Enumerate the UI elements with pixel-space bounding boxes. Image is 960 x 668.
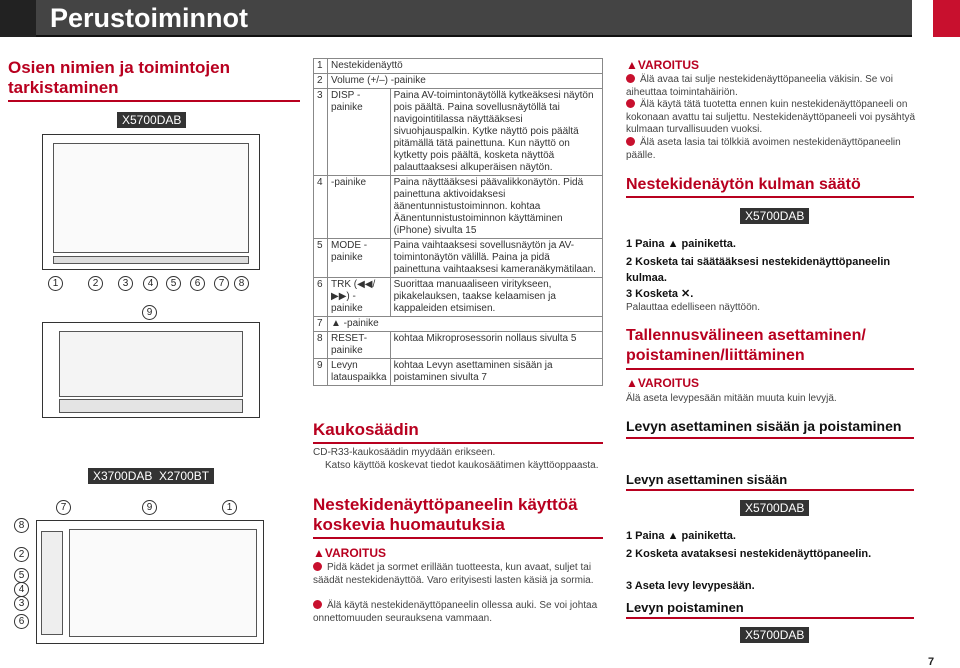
callout: 5 xyxy=(166,276,181,291)
angle-step-3: 3 Kosketa ✕. xyxy=(626,288,694,300)
parts-num: 9 xyxy=(314,359,328,386)
parts-num: 6 xyxy=(314,278,328,317)
remote-text-1: CD-R33-kaukosäädin myydään erikseen. xyxy=(313,447,496,458)
parts-row xyxy=(314,74,603,89)
parts-row xyxy=(314,278,603,317)
callouts-top-row xyxy=(48,276,254,289)
right-warn-item-1: Älä avaa tai sulje nestekidenäyttöpaneelia väkisin. Se voi aiheuttaa toimintahäiriön. xyxy=(626,74,893,98)
parts-name: Nestekidenäyttö xyxy=(328,59,603,74)
page-number: 7 xyxy=(928,656,935,668)
callout: 1 xyxy=(222,500,237,515)
model-badge-x3700: X3700DAB xyxy=(88,468,157,484)
disc-model-badge: X5700DAB xyxy=(740,500,809,516)
callout: 1 xyxy=(48,276,63,291)
lcd-notes-item-2: Älä käytä nestekidenäyttöpaneelin ollessa auki. Se voi johtaa onnettomuuden seurauksena vammaan. xyxy=(313,600,598,624)
right-warning: ▲VAROITUS xyxy=(626,58,700,72)
parts-desc: kohtaa Mikroprosessorin nollaus sivulta 5 xyxy=(390,332,602,359)
parts-desc: Suorittaa manuaaliseen viritykseen, pikakelauksen, taakse kelaamisen ja kappaleiden etsimisen. xyxy=(390,278,602,317)
page-title: Perustoiminnot xyxy=(50,3,249,33)
angle-model-badge: X5700DAB xyxy=(740,208,809,224)
media-text: Älä aseta levypesään mitään muuta kuin levyjä. xyxy=(626,393,837,404)
parts-row xyxy=(314,239,603,278)
bullet-icon xyxy=(626,137,635,146)
lcd-screen-small xyxy=(69,529,257,637)
side-buttons xyxy=(41,531,63,635)
bullet-icon xyxy=(313,600,322,609)
callout-9: 9 xyxy=(142,305,157,320)
remote-title: Kaukosäädin xyxy=(313,420,603,444)
callout: 2 xyxy=(14,547,29,562)
parts-row xyxy=(314,332,603,359)
bullet-icon xyxy=(626,74,635,83)
parts-name: Levyn latauspaikka xyxy=(328,359,391,386)
parts-name: -painike xyxy=(328,176,391,239)
parts-name: RESET-painike xyxy=(328,332,391,359)
parts-row xyxy=(314,176,603,239)
parts-num: 1 xyxy=(314,59,328,74)
disc-eject-title: Levyn poistaminen xyxy=(626,600,914,619)
callout: 4 xyxy=(14,582,29,597)
disc-insert-title: Levyn asettaminen sisään xyxy=(626,472,914,491)
remote-text-2: Katso käyttöä koskevat tiedot kaukosäätimen käyttöoppaasta. xyxy=(325,460,599,471)
bullet-icon xyxy=(626,99,635,108)
parts-row xyxy=(314,89,603,176)
angle-title: Nestekidenäytön kulman säätö xyxy=(626,176,914,198)
lcd-notes-item-1: Pidä kädet ja sormet erillään tuotteesta, kun avaat, suljet tai säädät nestekidenäyttöä. Varo erityisesti lasten käsiä ja sormia. xyxy=(313,562,594,586)
lcd-screen xyxy=(53,143,249,253)
disc-step-1: 1 Paina ▲ painiketta. xyxy=(626,530,736,542)
callout: 4 xyxy=(143,276,158,291)
model-badge-x2700: X2700BT xyxy=(154,468,214,484)
parts-name: MODE -painike xyxy=(328,239,391,278)
callout: 3 xyxy=(118,276,133,291)
parts-row xyxy=(314,59,603,74)
callout: 3 xyxy=(14,596,29,611)
callout: 8 xyxy=(14,518,29,533)
callout: 2 xyxy=(88,276,103,291)
bullet-icon xyxy=(313,562,322,571)
parts-num: 7 xyxy=(314,317,328,332)
parts-desc: Paina näyttääksesi päävalikkonäytön. Pidä painettuna aktivoidaksesi äänentunnistustoiminnon. kohtaa Äänentunnistustoiminnon käyttäminen (iPhone) sivulta 15 xyxy=(390,176,602,239)
parts-num: 8 xyxy=(314,332,328,359)
callout: 7 xyxy=(214,276,229,291)
disc-eject-model-badge: X5700DAB xyxy=(740,627,809,643)
parts-name: DISP -painike xyxy=(328,89,391,176)
media-warning: ▲VAROITUS xyxy=(626,376,700,390)
unit-panel-open xyxy=(42,322,260,418)
parts-desc: kohtaa Levyn asettaminen sisään ja poistaminen sivulta 7 xyxy=(390,359,602,386)
callout: 7 xyxy=(56,500,71,515)
disc-title: Levyn asettaminen sisään ja poistaminen xyxy=(626,418,914,439)
unit-front-x5700 xyxy=(42,134,260,270)
lcd-notes-title: Nestekidenäyttöpaneelin käyttöä koskevia huomautuksia xyxy=(313,495,603,539)
button-strip xyxy=(53,256,249,264)
parts-table xyxy=(313,58,603,386)
parts-num: 3 xyxy=(314,89,328,176)
callout: 6 xyxy=(14,614,29,629)
unit-front-x3700 xyxy=(36,520,264,644)
parts-desc: Paina AV-toimintonäytöllä kytkeäksesi näytön pois päältä. Paina sovellusnäytöllä tai navigointitilassa näyttääksesi sivuohjauspalkin. Kytke näyttö pois päältä pitämällä tätä painettuna. Kun näyttö on kytketty pois päältä, kosketa näyttöä palauttaaksesi alkuperäisen näytön. xyxy=(390,89,602,176)
header-tab xyxy=(0,0,36,37)
angle-step-2: 2 Kosketa tai säätääksesi nestekidenäyttöpaneelin kulmaa. xyxy=(626,256,891,284)
parts-num: 4 xyxy=(314,176,328,239)
angle-step-1: 1 Paina ▲ painiketta. xyxy=(626,238,736,250)
parts-num: 2 xyxy=(314,74,328,89)
section-title-parts: Osien nimien ja toimintojen tarkistaminen xyxy=(8,58,300,102)
media-title: Tallennusvälineen asettaminen/ poistaminen/liittäminen xyxy=(626,326,914,370)
callout: 5 xyxy=(14,568,29,583)
parts-name: TRK (◀◀/▶▶) -painike xyxy=(328,278,391,317)
parts-name: ▲ -painike xyxy=(328,317,603,332)
disc-slot xyxy=(59,399,243,413)
model-badge-top: X5700DAB xyxy=(117,112,186,128)
parts-row xyxy=(314,317,603,332)
parts-desc: Paina vaihtaaksesi sovellusnäytön ja AV-toimintonäytön välillä. Paina ja pidä painettuna vaihtaaksesi kameranäkymätilaan. xyxy=(390,239,602,278)
callout: 8 xyxy=(234,276,249,291)
lcd-notes-warning: ▲VAROITUS xyxy=(313,546,387,560)
panel-recess xyxy=(59,331,243,397)
disc-step-2: 2 Kosketa avataksesi nestekidenäyttöpaneelin. xyxy=(626,548,872,560)
parts-row xyxy=(314,359,603,386)
right-warn-item-3: Älä aseta lasia tai tölkkiä avoimen nestekidenäyttöpaneelin päälle. xyxy=(626,137,901,161)
callout: 9 xyxy=(142,500,157,515)
disc-step-3: 3 Aseta levy levypesään. xyxy=(626,580,755,592)
parts-name: Volume (+/–) -painike xyxy=(328,74,603,89)
parts-num: 5 xyxy=(314,239,328,278)
callout: 6 xyxy=(190,276,205,291)
angle-note: Palauttaa edelliseen näyttöön. xyxy=(626,302,760,313)
chapter-tab xyxy=(933,0,960,37)
right-warn-item-2: Älä käytä tätä tuotetta ennen kuin nestekidenäyttöpaneeli on kokonaan avattu tai suljettu. Nestekidenäyttöpaneeli voi pysähtyä kulmaan turvallisuuden vuoksi. xyxy=(626,99,916,135)
